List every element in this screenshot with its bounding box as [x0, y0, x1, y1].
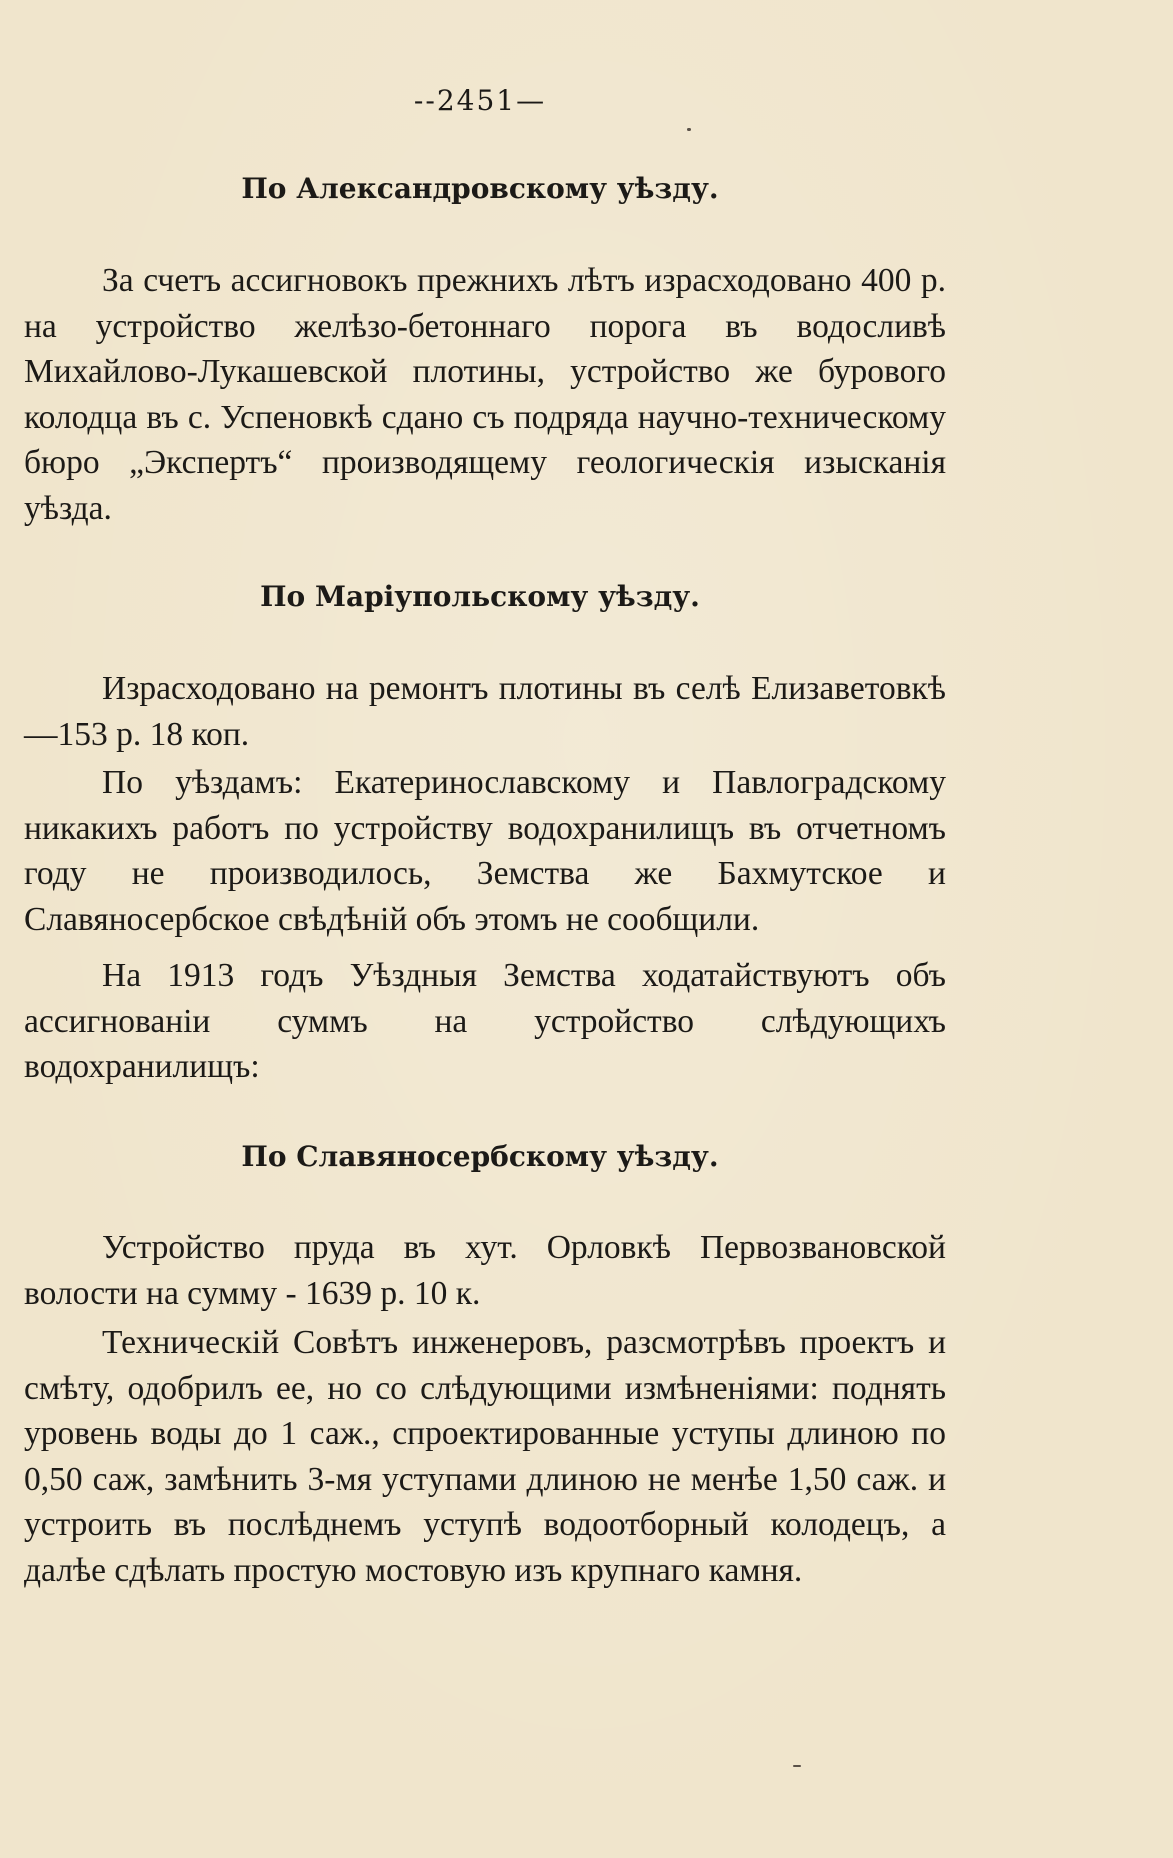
paragraph: Устройство пруда въ хут. Орловкѣ Первозвановской волости на сумму - 1639 р. 10 к.: [24, 1229, 946, 1312]
section-heading-mariupolsky: По Маріупольскому уѣзду.: [260, 580, 700, 613]
print-speck: [687, 128, 691, 131]
section-heading-aleksandrovsky: По Александровскому уѣзду.: [241, 172, 719, 205]
paragraph: Израсходовано на ремонтъ плотины въ селѣ Елизаветовкѣ—153 р. 18 коп.: [24, 670, 946, 753]
section-heading-slavyanoserbsky: По Славяносербскому уѣзду.: [241, 1140, 719, 1173]
print-speck: [793, 1765, 801, 1767]
paragraph: За счетъ ассигновокъ прежнихъ лѣтъ израсходовано 400 р. на устройство желѣзо-бетоннаго порога въ водосливѣ Михайлово-Лукашевской плотины, устройство же бурового колодца въ с. Успеновкѣ сдано съ подряда научно-техническому бюро „Экспертъ“ производящему геологическія изысканія уѣзда.: [24, 262, 946, 527]
paragraph: По уѣздамъ: Екатеринославскому и Павлоградскому никакихъ работъ по устройству водохранилищъ въ отчетномъ году не производилось, Земства же Бахмутское и Славяносербское свѣдѣній объ этомъ не сообщили.: [24, 764, 946, 938]
paragraph: Техническій Совѣтъ инженеровъ, разсмотрѣвъ проектъ и смѣту, одобрилъ ее, но со слѣдующими измѣненіями: поднять уровень воды до 1 саж., спроектированные уступы длиною по 0,50 саж, замѣнить 3-мя уступами длиною не менѣе 1,50 саж. и устроить въ послѣднемъ уступѣ водоотборный колодецъ, а далѣе сдѣлать простую мостовую изъ крупнаго камня.: [24, 1324, 946, 1589]
paragraph: На 1913 годъ Уѣздныя Земства ходатайствуютъ объ ассигнованіи суммъ на устройство слѣдующихъ водохранилищъ:: [24, 957, 946, 1085]
page-number: --2451—: [413, 84, 547, 117]
